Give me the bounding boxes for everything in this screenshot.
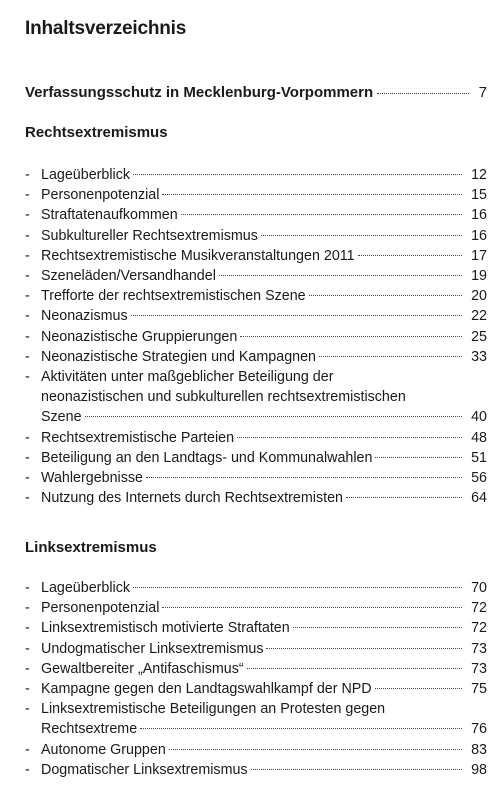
toc-entry[interactable] — [25, 226, 487, 246]
list-dash: - — [25, 348, 30, 365]
toc-entry-text: Wahlergebnisse — [41, 470, 143, 487]
toc-entry[interactable] — [25, 306, 487, 326]
list-dash: - — [25, 268, 30, 285]
dot-leader — [377, 93, 469, 94]
toc-entry-text: neonazistischen und subkulturellen rechtsextremistischen — [41, 389, 406, 406]
toc-entry[interactable] — [25, 639, 487, 659]
toc-entry-text: Trefforte der rechtsextremistischen Szene — [41, 288, 306, 305]
toc-entry-text: Personenpotenzial — [41, 600, 160, 617]
toc-page-number: 98 — [471, 761, 487, 778]
dot-leader — [247, 668, 462, 669]
dot-leader — [240, 336, 462, 337]
dot-leader — [319, 356, 462, 357]
list-dash: - — [25, 328, 30, 345]
list-dash: - — [25, 187, 30, 204]
toc-page-number: 12 — [471, 167, 487, 183]
dot-leader — [237, 437, 462, 438]
dot-leader — [162, 194, 462, 195]
toc-page-number: 25 — [471, 328, 487, 345]
toc-entry[interactable] — [25, 699, 487, 739]
toc-entry-text: Szeneläden/Versandhandel — [41, 268, 216, 285]
section-heading-rechtsextremismus: Rechtsextremismus — [25, 124, 168, 141]
toc-entry-text: Nutzung des Internets durch Rechtsextremisten — [41, 490, 343, 507]
toc-page-number: 75 — [471, 681, 487, 698]
toc-entry[interactable] — [25, 347, 487, 367]
toc-entry[interactable] — [25, 659, 487, 679]
list-dash: - — [25, 227, 30, 244]
dot-leader — [261, 235, 462, 236]
toc-page-number: 73 — [471, 640, 487, 657]
list-dash: - — [25, 681, 30, 698]
list-dash: - — [25, 470, 30, 487]
toc-entry-text: Lageüberblick — [41, 580, 131, 596]
list-dash: - — [25, 308, 30, 325]
list-dash: - — [25, 449, 30, 466]
toc-entry[interactable] — [25, 246, 487, 266]
toc-entry-text: Kampagne gegen den Landtagswahlkampf der NPD — [41, 681, 372, 698]
toc-entry[interactable] — [25, 286, 487, 306]
dot-leader — [146, 477, 462, 478]
toc-entry[interactable] — [25, 428, 487, 448]
toc-page-number: 64 — [471, 490, 487, 507]
toc-page-number: 16 — [471, 207, 487, 224]
dot-leader — [293, 627, 462, 628]
toc-entry-text: Rechtsextreme — [41, 721, 138, 738]
dot-leader — [131, 315, 462, 316]
toc-entry-text: Personenpotenzial — [41, 187, 160, 204]
dot-leader — [219, 275, 462, 276]
toc-entry[interactable] — [25, 266, 487, 286]
list-dash: - — [25, 288, 30, 305]
toc-page-number: 22 — [471, 308, 487, 325]
dot-leader — [375, 457, 462, 458]
dot-leader — [375, 688, 462, 689]
dot-leader — [358, 255, 462, 256]
toc-page-number: 56 — [471, 470, 487, 487]
toc-page-number: 17 — [471, 247, 487, 264]
toc-page-number: 20 — [471, 288, 487, 305]
toc-entry-text: Rechtsextremistische Parteien — [41, 429, 235, 446]
toc-entry-text: Neonazismus — [41, 308, 128, 325]
toc-main-entry[interactable] — [25, 84, 487, 101]
toc-page-number: 70 — [471, 580, 487, 596]
toc-entry[interactable] — [25, 598, 487, 618]
list-dash: - — [25, 490, 30, 507]
list-dash: - — [25, 640, 30, 657]
dot-leader — [181, 214, 462, 215]
toc-entry-text: Straftatenaufkommen — [41, 207, 178, 224]
toc-page-number: 73 — [471, 660, 487, 677]
toc-page-number: 16 — [471, 227, 487, 244]
list-dash: - — [25, 429, 30, 446]
toc-entry[interactable] — [25, 165, 487, 185]
list-dash: - — [25, 600, 30, 617]
list-dash: - — [25, 741, 30, 758]
toc-entry-text: Beteiligung an den Landtags- und Kommunalwahlen — [41, 449, 373, 466]
toc-page-number: 7 — [478, 84, 487, 101]
toc-entry[interactable] — [25, 488, 487, 508]
toc-page-number: 76 — [471, 721, 487, 738]
dot-leader — [346, 497, 462, 498]
list-dash: - — [25, 247, 30, 264]
toc-entry[interactable] — [25, 578, 487, 598]
list-dash: - — [25, 761, 30, 778]
dot-leader — [309, 295, 462, 296]
toc-entry-text: Gewaltbereiter „Antifaschismus“ — [41, 660, 244, 677]
toc-page-number: 51 — [471, 449, 487, 466]
dot-leader — [169, 749, 462, 750]
dot-leader — [266, 648, 462, 649]
list-dash: - — [25, 701, 30, 718]
toc-entry[interactable] — [25, 679, 487, 699]
toc-page-number: 83 — [471, 741, 487, 758]
toc-page-number: 48 — [471, 429, 487, 446]
toc-entry[interactable] — [25, 448, 487, 468]
list-dash: - — [25, 207, 30, 224]
toc-list-rechtsextremismus — [25, 165, 487, 508]
list-dash: - — [25, 167, 30, 183]
section-heading-linksextremismus: Linksextremismus — [25, 539, 157, 556]
dot-leader — [133, 174, 462, 175]
toc-entry[interactable] — [25, 367, 487, 428]
toc-entry-text: Autonome Gruppen — [41, 741, 166, 758]
toc-entry-text: Neonazistische Strategien und Kampagnen — [41, 348, 316, 365]
toc-entry-text: Neonazistische Gruppierungen — [41, 328, 238, 345]
toc-page-number: 72 — [471, 600, 487, 617]
toc-entry-text: Szene — [41, 409, 82, 426]
toc-entry-text: Aktivitäten unter maßgeblicher Beteiligung der — [41, 369, 334, 386]
list-dash: - — [25, 580, 30, 596]
toc-list-linksextremismus — [25, 578, 487, 780]
page-title: Inhaltsverzeichnis — [25, 18, 187, 39]
toc-entry[interactable] — [25, 760, 487, 780]
toc-entry-text: Lageüberblick — [41, 167, 131, 183]
toc-entry-text: Undogmatischer Linksextremismus — [41, 640, 264, 657]
dot-leader — [133, 587, 462, 588]
toc-entry-text: Linksextremistisch motivierte Straftaten — [41, 620, 290, 637]
dot-leader — [140, 728, 462, 729]
toc-entry-text: Subkultureller Rechtsextremismus — [41, 227, 258, 244]
toc-entry[interactable] — [25, 468, 487, 488]
toc-entry-text: Rechtsextremistische Musikveranstaltungen 2011 — [41, 247, 355, 264]
toc-entry-text: Verfassungsschutz in Mecklenburg-Vorpommern — [25, 84, 374, 101]
list-dash: - — [25, 660, 30, 677]
toc-entry[interactable] — [25, 205, 487, 225]
toc-entry[interactable] — [25, 185, 487, 205]
toc-entry-text: Linksextremistische Beteiligungen an Protesten gegen — [41, 701, 386, 718]
list-dash: - — [25, 369, 30, 386]
toc-entry[interactable] — [25, 740, 487, 760]
toc-page-number: 33 — [471, 348, 487, 365]
toc-entry[interactable] — [25, 618, 487, 638]
dot-leader — [85, 416, 462, 417]
list-dash: - — [25, 620, 30, 637]
toc-page-number: 19 — [471, 268, 487, 285]
toc-entry-text: Dogmatischer Linksextremismus — [41, 761, 248, 778]
toc-page-number: 15 — [471, 187, 487, 204]
toc-page-number: 72 — [471, 620, 487, 637]
toc-page-number: 40 — [471, 409, 487, 426]
dot-leader — [251, 769, 462, 770]
dot-leader — [162, 607, 462, 608]
toc-entry[interactable] — [25, 327, 487, 347]
